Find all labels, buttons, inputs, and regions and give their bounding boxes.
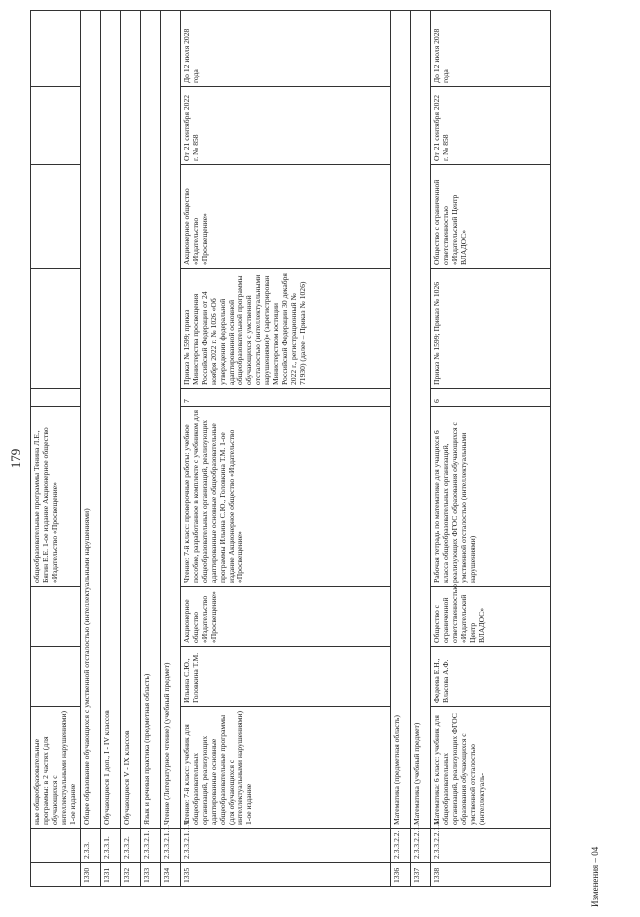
cell-authors: Федеева Е.Н., Власова А.Ф. bbox=[430, 647, 550, 707]
cell-date: От 21 сентября 2022 г. № 858 bbox=[430, 87, 550, 165]
cell-organization bbox=[31, 165, 81, 269]
cell-code: 2.3.3.2.1.1. bbox=[160, 829, 180, 863]
cell-term bbox=[31, 11, 81, 87]
cell-supplementary: общеобразовательные программы Тенина Л.Е., Бягин Е.Е. 1-ое издание Акционерное общество «Издательство «Просвещение» bbox=[31, 407, 81, 587]
section-heading: Общее образование обучающихся с умственной отсталостью (интеллектуальными нарушениями) bbox=[80, 11, 100, 829]
cell-code bbox=[31, 829, 81, 863]
cell-num: 1338 bbox=[430, 863, 550, 887]
table-row bbox=[160, 11, 180, 887]
footer-note: Изменения – 04 bbox=[590, 846, 600, 907]
section-heading: Язык и речевая практика (предметная область) bbox=[140, 11, 160, 829]
cell-grade bbox=[31, 389, 81, 407]
table-row bbox=[31, 11, 81, 887]
cell-code: 2.3.3.2.1. bbox=[140, 829, 160, 863]
cell-order: Приказ № 1599; приказ Министерства просвещения Российской Федерации от 24 ноября 2022 г. № 1026 «Об утверждении федеральной адаптированной основной общеобразовательной программы обучающихся с умственной отсталостью (интеллектуальными нарушениями)» (зарегистрирован Министерством юстиции Российской Федерации 30 декабря 2022 г., регистрационный № 71930) (далее – Приказ № 1026) bbox=[180, 269, 390, 389]
section-heading: Математика (предметная область) bbox=[390, 11, 410, 829]
cell-num: 1331 bbox=[100, 863, 120, 887]
cell-grade: 7 bbox=[180, 389, 390, 407]
table-row bbox=[430, 11, 550, 887]
cell-num: 1336 bbox=[390, 863, 410, 887]
cell-order: Приказ № 1599; Приказ № 1026 bbox=[430, 269, 550, 389]
cell-code: 2.3.3.2.1.1.1. bbox=[180, 829, 390, 863]
cell-textbook-title: Чтение: 7-й класс: учебник для общеобразовательных организаций, реализующих адаптированные основные общеобразовательные программы (для обучающихся с интеллектуальными нарушениями) 1-ое издание bbox=[180, 707, 390, 829]
cell-organization: Общество с ограниченной ответственностью «Издательский Центр ВЛАДОС» bbox=[430, 165, 550, 269]
section-heading: Чтение (Литературное чтение) (учебный предмет) bbox=[160, 11, 180, 829]
cell-term: До 12 июля 2028 года bbox=[180, 11, 390, 87]
cell-num: 1333 bbox=[140, 863, 160, 887]
cell-grade: 6 bbox=[430, 389, 550, 407]
cell-num: 1337 bbox=[410, 863, 430, 887]
table-row bbox=[100, 11, 120, 887]
cell-code: 2.3.3. bbox=[80, 829, 100, 863]
cell-date: От 21 сентября 2022 г. № 858 bbox=[180, 87, 390, 165]
cell-num bbox=[31, 863, 81, 887]
table-row bbox=[120, 11, 140, 887]
cell-publisher: Общество с ограниченной ответственностью «Издательский Центр ВЛАДОС» bbox=[430, 587, 550, 647]
cell-supplementary: Чтение: 7-й класс: проверочные работы: учебное пособие, разработанное в комплекте с учебником для общеобразовательных организаций, реализующих адаптированные основные общеобразовательные программы Ильина С.Ю., Головкина Т.М. 1-ое издание Акционерное общество «Издательство «Просвещение» bbox=[180, 407, 390, 587]
table-row bbox=[180, 11, 390, 887]
cell-authors bbox=[31, 647, 81, 707]
section-heading: Обучающиеся 1 доп., I - IV классов bbox=[100, 11, 120, 829]
cell-code: 2.3.3.2.2.1.1. bbox=[430, 829, 550, 863]
table-row bbox=[140, 11, 160, 887]
cell-code: 2.3.3.2.2. bbox=[390, 829, 410, 863]
cell-code: 2.3.3.2. bbox=[120, 829, 140, 863]
cell-num: 1332 bbox=[120, 863, 140, 887]
cell-num: 1335 bbox=[180, 863, 390, 887]
table-row bbox=[80, 11, 100, 887]
cell-num: 1334 bbox=[160, 863, 180, 887]
table-row bbox=[390, 11, 410, 887]
textbook-table bbox=[30, 10, 551, 887]
cell-date bbox=[31, 87, 81, 165]
cell-term: До 12 июля 2028 года bbox=[430, 11, 550, 87]
cell-code: 2.3.3.2.2.1. bbox=[410, 829, 430, 863]
section-heading: Обучающиеся V - IX классов bbox=[120, 11, 140, 829]
section-heading: Математика (учебный предмет) bbox=[410, 11, 430, 829]
page-number: 179 bbox=[8, 448, 23, 469]
cell-num: 1330 bbox=[80, 863, 100, 887]
cell-code: 2.3.3.1. bbox=[100, 829, 120, 863]
cell-textbook-title: ные общеобразовательные программы: в 2 частях (для обучающихся с интеллектуальными нарушениями) 1-ое издание bbox=[31, 707, 81, 829]
table-row bbox=[410, 11, 430, 887]
cell-organization: Акционерное общество «Издательство «Просвещение» bbox=[180, 165, 390, 269]
cell-publisher bbox=[31, 587, 81, 647]
cell-order bbox=[31, 269, 81, 389]
cell-authors: Ильина С.Ю., Головкина Т.М. bbox=[180, 647, 390, 707]
cell-supplementary: Рабочая тетрадь по математике для учащихся 6 класса общеобразовательных организаций, реализующих ФГОС образования обучающихся с умственной отсталостью (интеллектуальными нарушениями) bbox=[430, 407, 550, 587]
cell-textbook-title: Математика: 6 класс: учебник для общеобразовательных организаций, реализующих ФГОС образования обучающихся с умственной отсталостью (интеллектуаль- bbox=[430, 707, 550, 829]
cell-publisher: Акционерное общество «Издательство «Просвещение» bbox=[180, 587, 390, 647]
